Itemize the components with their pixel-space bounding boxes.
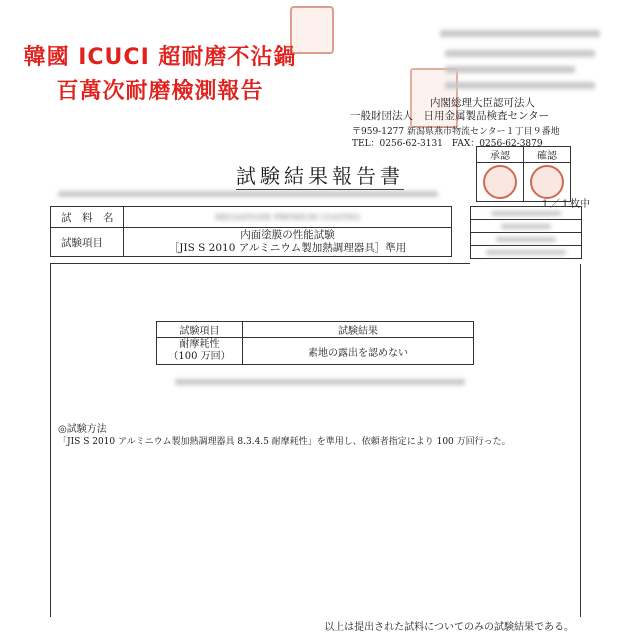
sample-value: MEGASTONE PREMIUM COATING (215, 213, 360, 222)
issuer-address: 〒959-1277 新潟県燕市物流センター１丁目９番地 (352, 127, 560, 137)
redacted-remark (175, 379, 465, 385)
result-row-value: 素地の露出を認めない (243, 338, 474, 365)
divider (50, 263, 470, 264)
approve-label: 承認 (477, 147, 524, 163)
sample-value-cell (124, 207, 452, 228)
test-item-label: 試験項目 (51, 228, 124, 257)
reference-row (471, 246, 582, 259)
headline-line-2: 百萬次耐磨檢測報告 (56, 79, 264, 104)
redacted-line (440, 30, 600, 37)
sample-label: 試 料 名 (51, 207, 124, 228)
reference-box (470, 206, 582, 259)
test-item-value (124, 228, 452, 257)
top-seal-stamp (290, 6, 334, 54)
issuer-accreditation: 内閣総理大臣認可法人 (430, 97, 535, 109)
issuer-contact: TEL：0256-62-3131 FAX：0256-62-3879 (352, 139, 543, 149)
reference-row (471, 220, 582, 233)
method-heading: ◎試験方法 (58, 424, 107, 435)
result-table (156, 321, 474, 365)
redacted-intro (58, 191, 438, 197)
result-header-result: 試験結果 (243, 322, 474, 338)
reference-row (471, 207, 582, 220)
result-row-item (157, 338, 243, 365)
redacted-line (445, 50, 595, 57)
test-item-line-1: 内面塗膜の性能試験 (240, 229, 335, 241)
issuer-name: 一般財団法人 日用金属製品検査センター (350, 110, 550, 122)
info-table (50, 206, 452, 257)
result-row-item-line-2: （100 万回） (168, 351, 231, 362)
headline-line-1: 韓國 ICUCI 超耐磨不沾鍋 (23, 45, 297, 70)
footer-note: 以上は提出された試料についてのみの試験結果である。 (324, 622, 574, 633)
test-item-line-2: ［JIS S 2010 アルミニウム製加熱調理器具］準用 (168, 242, 407, 254)
confirm-label: 確認 (524, 147, 571, 163)
document-title: 試験結果報告書 (236, 164, 404, 188)
result-row-item-line-1: 耐摩耗性 (179, 339, 220, 350)
reference-row (471, 233, 582, 246)
page-count: １／１枚中 (540, 199, 590, 210)
redacted-line (445, 82, 595, 89)
method-text: 「JIS S 2010 アルミニウム製加熱調理器具 8.3.4.5 耐摩耗性」を準用し、依頼者指定により 100 万回行った。 (58, 437, 511, 447)
result-header-item: 試験項目 (157, 322, 243, 338)
redacted-line (445, 66, 575, 73)
